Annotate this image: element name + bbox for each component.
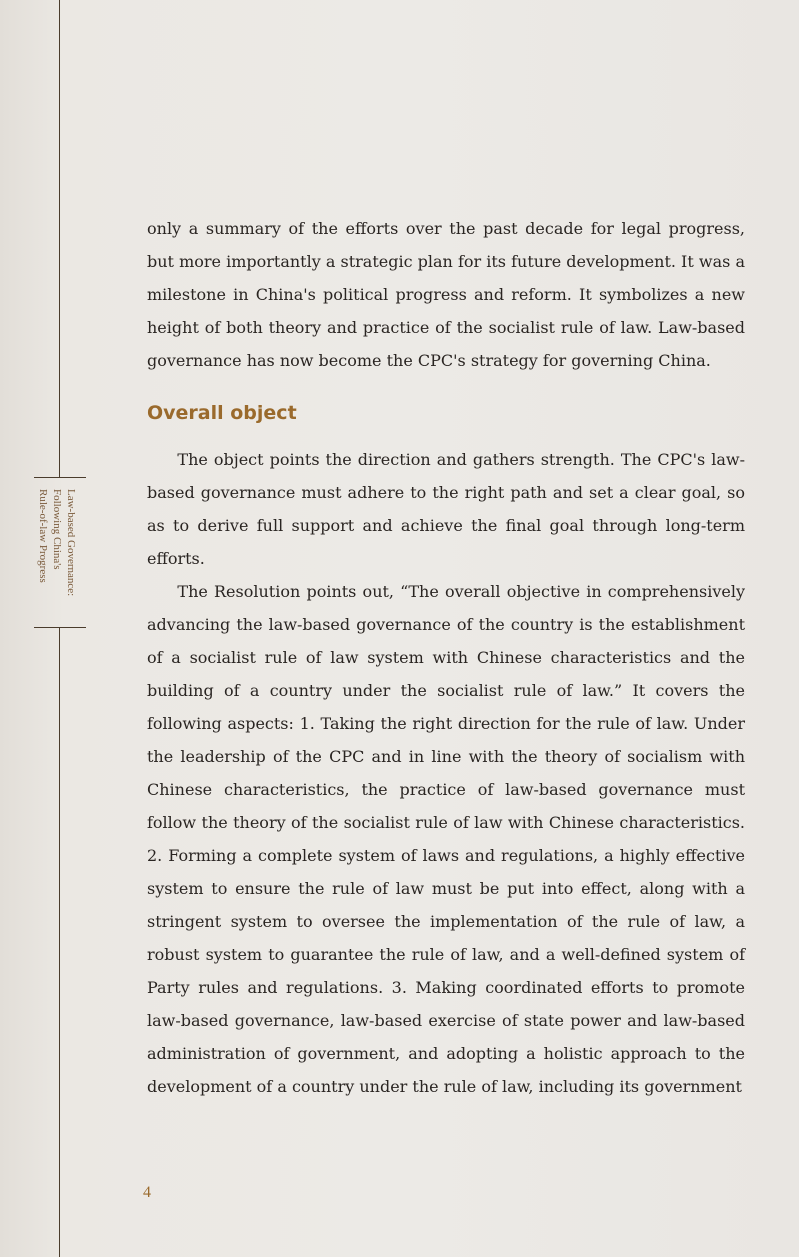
page-number: 4 xyxy=(143,1184,151,1201)
section-heading: Overall object xyxy=(147,402,297,424)
body-text xyxy=(147,212,745,1103)
paragraph-continued: only a summary of the efforts over the past decade for legal progress, but more importantly a strategic plan for its future development. It was a milestone in China's political progress and reform. It symbolizes a new height of both theory and practice of the socialist rule of law. Law-based governance has now become the CPC's strategy for governing China. xyxy=(147,219,745,370)
margin-tick-bottom xyxy=(34,627,86,628)
running-title xyxy=(36,489,78,596)
paragraph-resolution: The Resolution points out, “The overall objective in comprehensively advancing the law-based governance of the country is the establishment of a socialist rule of law system with Chinese characteristics and the building of a country under the socialist rule of law.” It covers the following aspects: 1. Taking the right direction for the rule of law. Under the leadership of the CPC and in line with the theory of socialism with Chinese characteristics, the practice of law-based governance must follow the theory of the socialist rule of law with Chinese characteristics. 2. Forming a complete system of laws and regulations, a highly effective system to ensure the rule of law must be put into effect, along with a stringent system to oversee the implementation of the rule of law, a robust system to guarantee the rule of law, and a well-defined system of Party rules and regulations. 3. Making coordinated efforts to promote law-based governance, law-based exercise of state power and law-based administration of government, and adopting a holistic approach to the development of a country under the rule of law, including its government xyxy=(147,582,745,1096)
running-title-line-1: Law-based Governance: xyxy=(65,489,77,597)
running-title-line-2: Following China's xyxy=(51,489,63,570)
margin-rule-top xyxy=(59,0,60,478)
margin-rule-bottom xyxy=(59,627,60,1257)
paragraph-object: The object points the direction and gathers strength. The CPC's law-based governance must adhere to the right path and set a clear goal, so as to derive full support and achieve the final goal through long-term efforts. xyxy=(147,450,745,568)
running-title-line-3: Rule-of-law Progress xyxy=(37,489,49,583)
margin-tick-top xyxy=(34,477,86,478)
